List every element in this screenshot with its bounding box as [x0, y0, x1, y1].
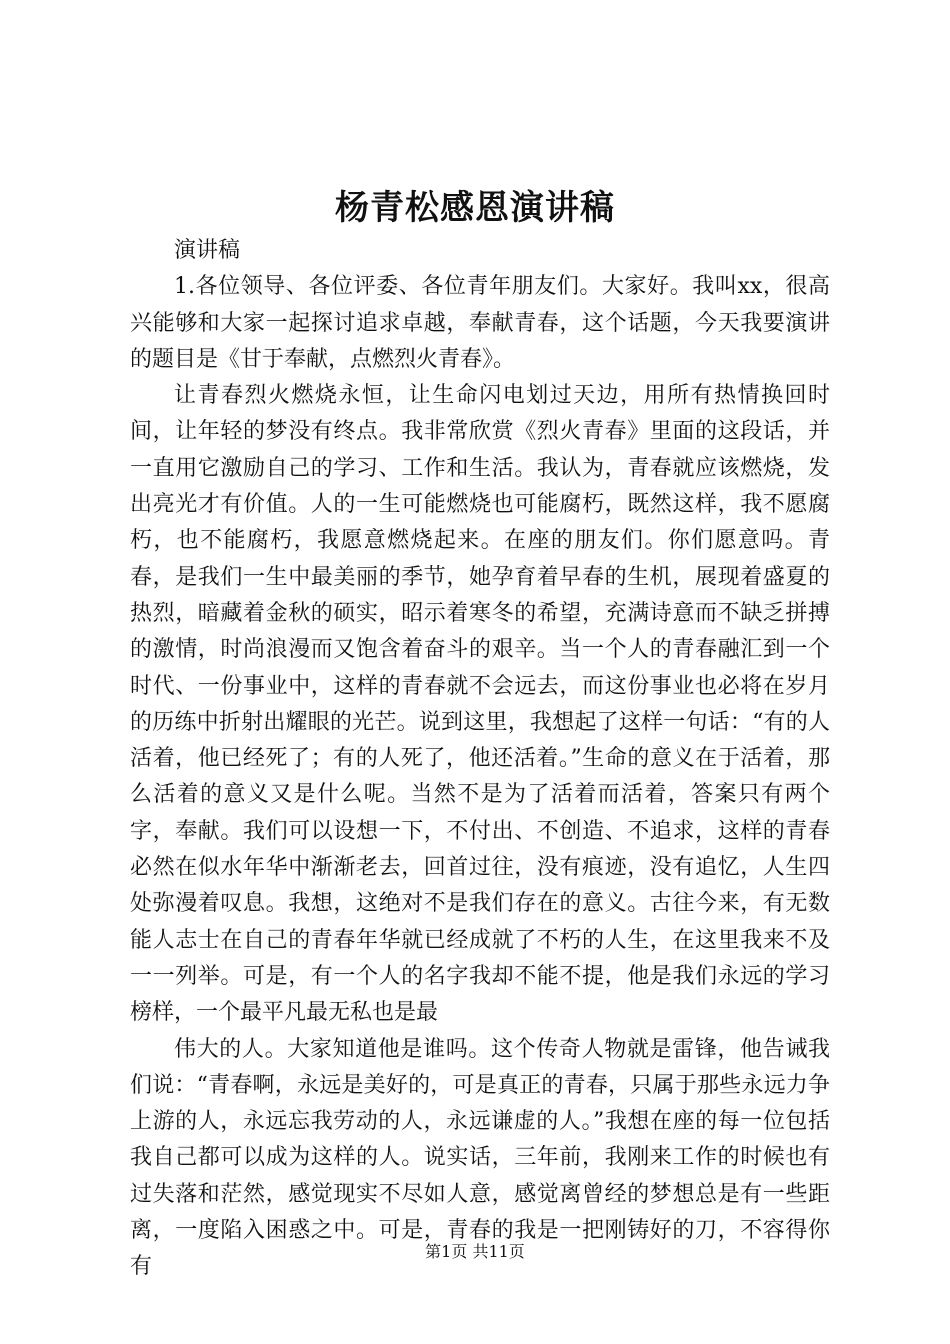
document-title: 杨青松感恩演讲稿	[335, 188, 615, 228]
document-body	[130, 233, 830, 1286]
page-footer	[0, 1241, 950, 1263]
paragraph-1: 1.各位领导、各位评委、各位青年朋友们。大家好。我叫xx，很高兴能够和大家一起探讨追求卓越，奉献青春，这个话题，今天我要演讲的题目是《甘于奉献，点燃烈火青春》。	[130, 274, 830, 372]
section-label: 演讲稿	[174, 238, 241, 263]
paragraph-3: 伟大的人。大家知道他是谁吗。这个传奇人物就是雷锋，他告诫我们说：“青春啊，永远是美好的，可是真正的青春，只属于那些永远力争上游的人，永远忘我劳动的人，永远谦虚的人。”我想在座的每一位包括我自己都可以成为这样的人。说实话，三年前，我刚来工作的时候也有过失落和茫然，感觉现实不尽如人意，感觉离曾经的梦想总是有一些距离，一度陷入困惑之中。可是，青春的我是一把刚铸好的刀，不容得你有	[130, 1036, 830, 1280]
paragraph-2: 让青春烈火燃烧永恒，让生命闪电划过天边，用所有热情换回时间，让年轻的梦没有终点。我非常欣赏《烈火青春》里面的这段话，并一直用它激励自己的学习、工作和生活。我认为，青春就应该燃烧，发出亮光才有价值。人的一生可能燃烧也可能腐朽，既然这样，我不愿腐朽，也不能腐朽，我愿意燃烧起来。在座的朋友们。你们愿意吗。青春，是我们一生中最美丽的季节，她孕育着早春的生机，展现着盛夏的热烈，暗藏着金秋的硕实，昭示着寒冬的希望，充满诗意而不缺乏拼搏的激情，时尚浪漫而又饱含着奋斗的艰辛。当一个人的青春融汇到一个时代、一份事业中，这样的青春就不会远去，而这份事业也必将在岁月的历练中折射出耀眼的光芒。说到这里，我想起了这样一句话：“有的人活着，他已经死了；有的人死了，他还活着。”生命的意义在于活着，那么活着的意义又是什么呢。当然不是为了活着而活着，答案只有两个字，奉献。我们可以设想一下，不付出、不创造、不追求，这样的青春必然在似水年华中渐渐老去，回首过往，没有痕迹，没有追忆，人生四处弥漫着叹息。我想，这绝对不是我们存在的意义。古往今来，有无数能人志士在自己的青春年华就已经成就了不朽的人生，在这里我来不及一一列举。可是，有一个人的名字我却不能不提，他是我们永远的学习榜样，一个最平凡最无私也是最	[130, 383, 830, 1026]
page-indicator: 第1页 共11页	[425, 1242, 525, 1261]
